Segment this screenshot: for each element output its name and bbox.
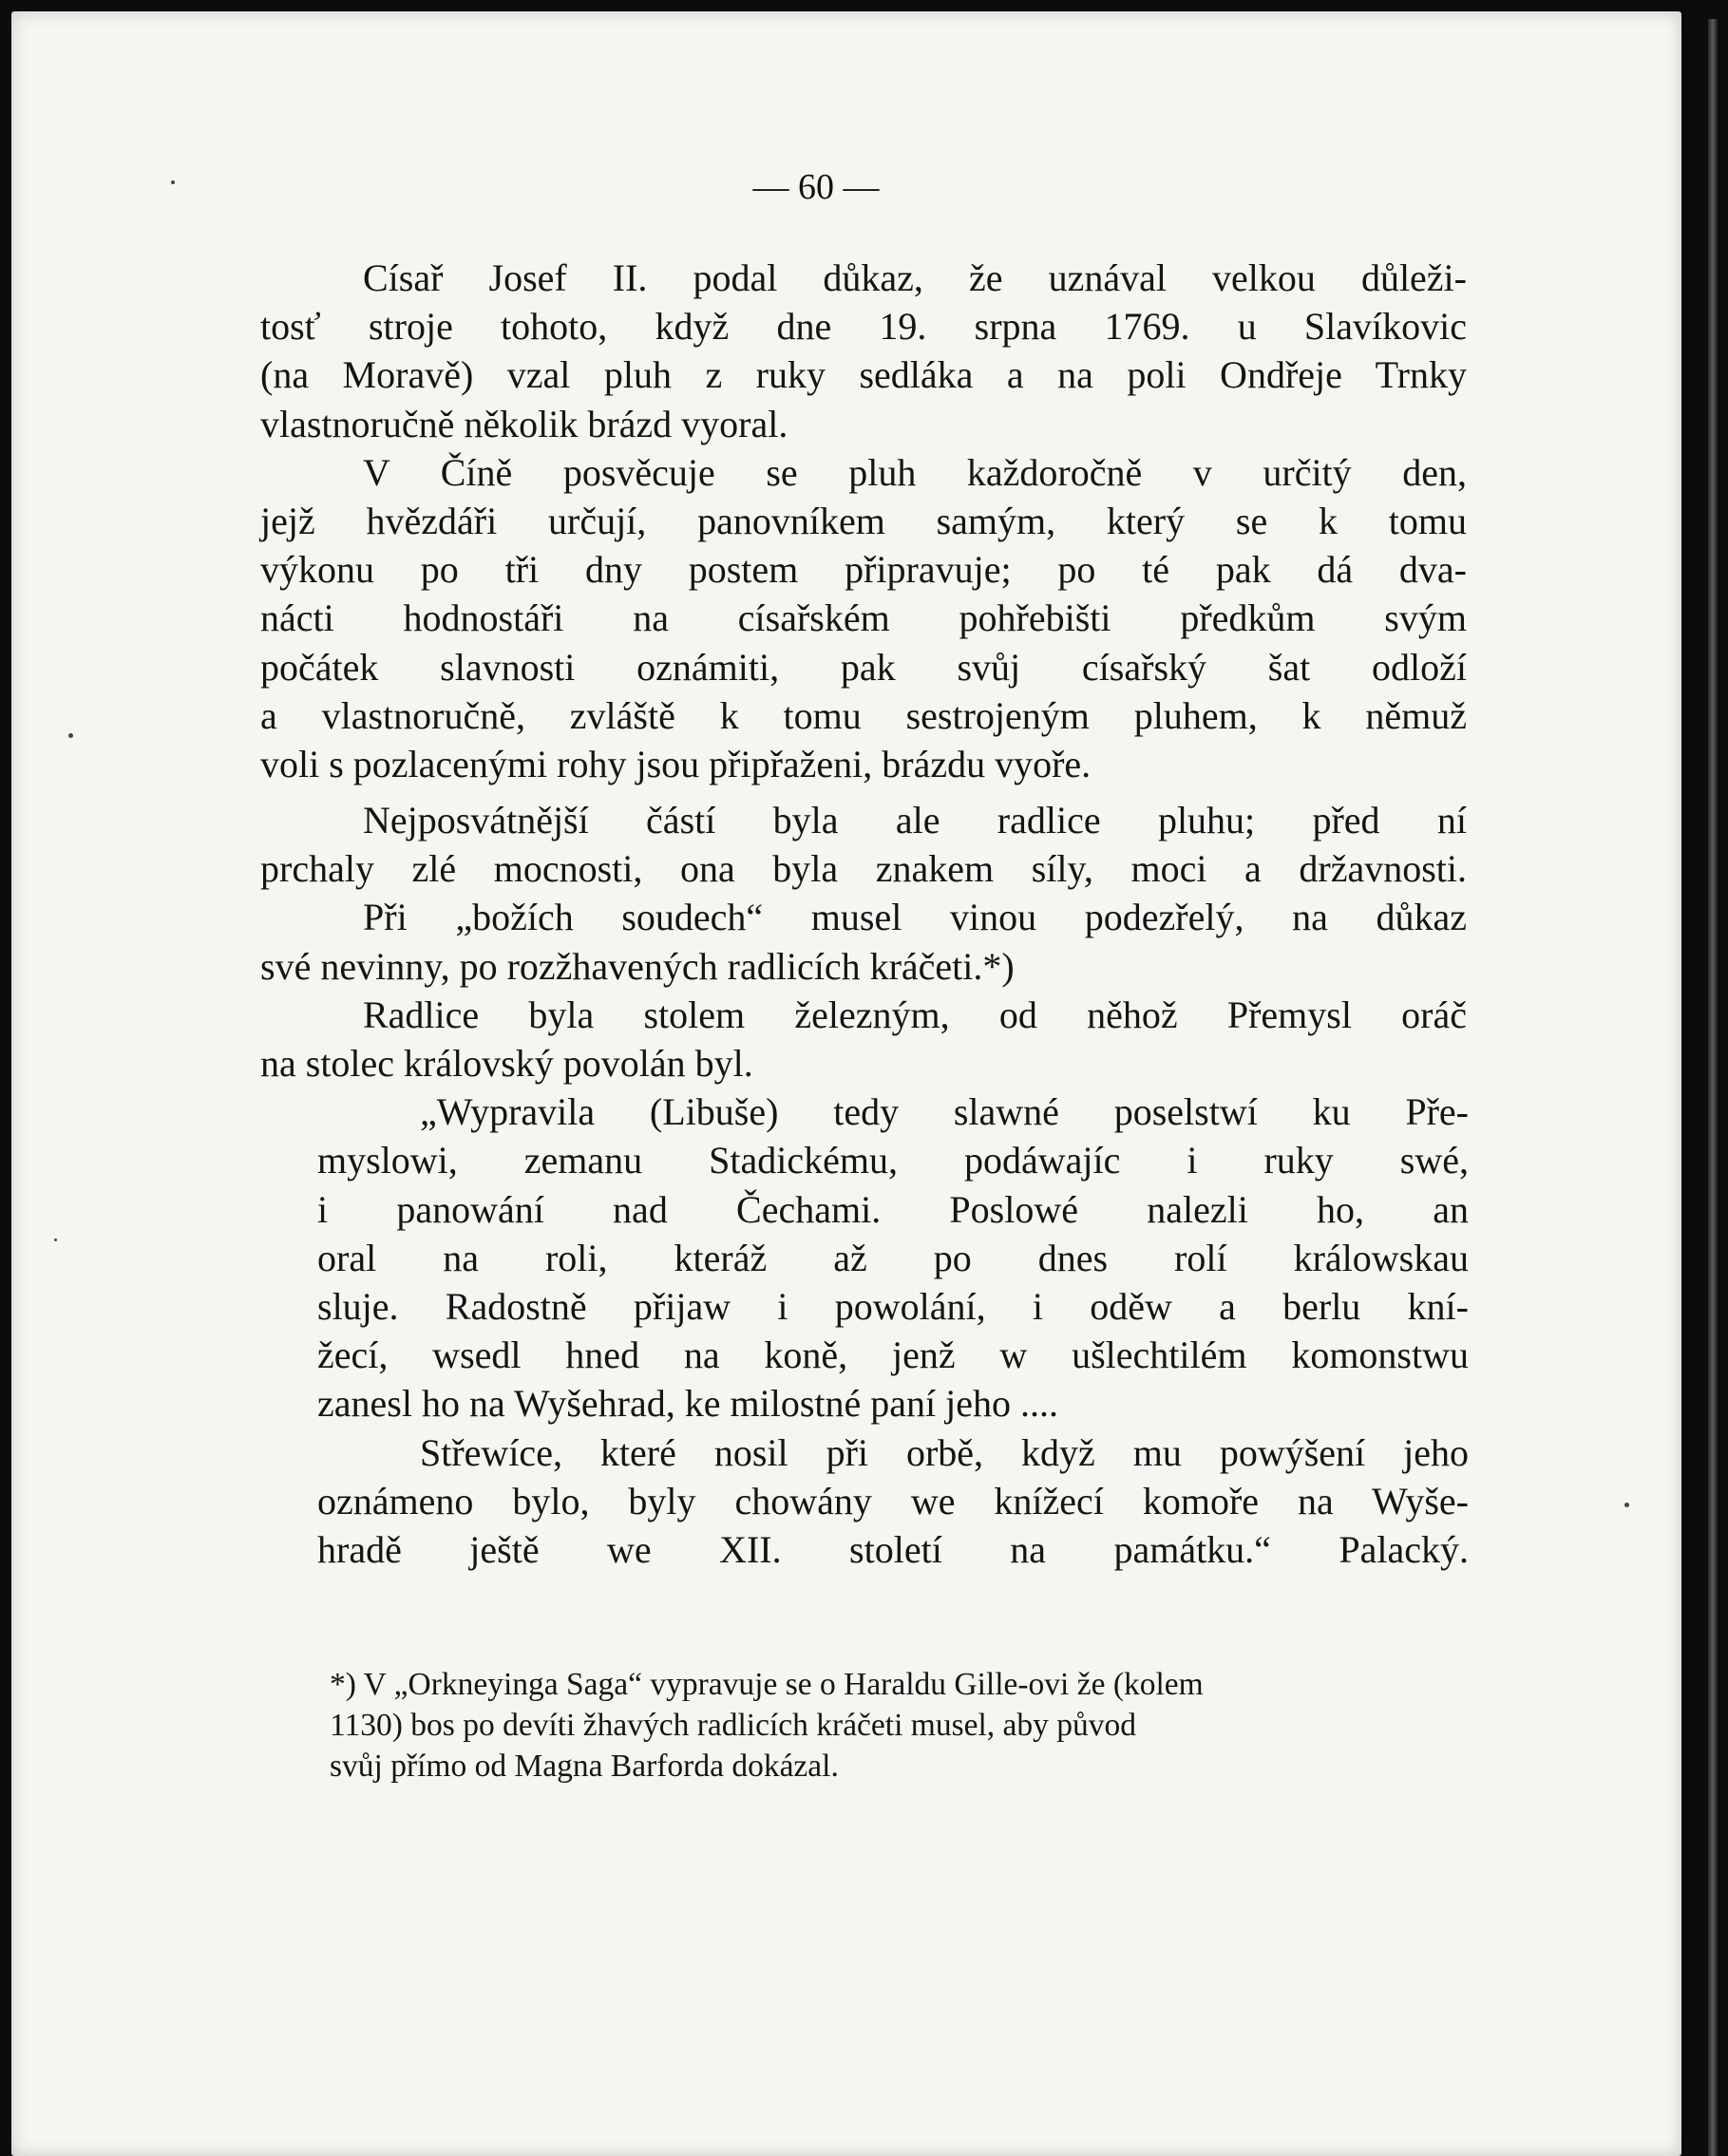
text-line: oral na roli, kteráž až po dnes rolí králowskau [317,1236,1469,1279]
text-line: zanesl ho na Wyšehrad, ke milostné paní jeho .... [317,1382,1058,1426]
text-line: hradě ještě we XII. století na památku.“ Palacký. [317,1527,1469,1571]
text-line: oznámeno bylo, byly chowány we knížecí komoře na Wyše- [317,1479,1469,1522]
text-line: (na Moravě) vzal pluh z ruky sedláka a na poli Ondřeje Trnky [260,353,1467,397]
text-line: Střewíce, které nosil při orbě, když mu powýšení jeho [420,1430,1469,1474]
text-line: myslowi, zemanu Stadickému, podáwajíc i ruky swé, [317,1139,1469,1182]
text-line: vlastnoručně několik brázd vyoral. [260,402,788,445]
body-text [260,254,1467,1574]
text-line: a vlastnoručně, zvláště k tomu sestrojeným pluhem, k němuž [260,693,1467,737]
book-page [11,11,1681,2156]
text-line: Nejposvátnější částí byla ale radlice pluhu; před ní [363,799,1467,842]
print-speck [171,180,175,184]
text-line: své nevinny, po rozžhavených radlicích kráčeti.*) [260,944,1015,988]
print-speck [68,733,73,738]
footnote [330,1664,1434,1787]
footnote-line: *) V „Orkneyinga Saga“ vypravuje se o Haraldu Gille-ovi že (kolem [330,1667,1204,1702]
print-speck [1624,1503,1629,1507]
text-line: voli s pozlacenými rohy jsou připřaženi, brázdu vyoře. [260,742,1092,785]
book-binding-strip [1708,19,1718,2156]
text-line: Císař Josef II. podal důkaz, že uznával velkou důleži- [363,256,1467,299]
footnote-line: svůj přímo od Magna Barforda dokázal. [330,1749,839,1784]
text-line: sluje. Radostně přijaw i powolání, i oděw a berlu kní- [317,1284,1469,1328]
scan-edge [1683,19,1728,2156]
text-line: žecí, wsedl hned na koně, jenž w ušlechtilém komonstwu [317,1333,1469,1377]
paragraph-gap [260,788,1467,796]
quotation-block [317,1087,1469,1574]
text-line: nácti hodnostáři na císařském pohřebišti předkům svým [260,596,1467,640]
main-paragraphs [260,254,1467,1087]
text-line: „Wypravila (Libuše) tedy slawné poselstwí ku Pře- [420,1090,1469,1134]
text-line: jejž hvězdáři určují, panovníkem samým, který se k tomu [260,499,1467,542]
text-line: na stolec královský povolán byl. [260,1042,753,1085]
text-line: prchaly zlé mocnosti, ona byla znakem síly, moci a državnosti. [260,847,1467,891]
footnote-line: 1130) bos po devíti žhavých radlicích kráčeti musel, aby původ [330,1708,1137,1743]
text-line: počátek slavnosti oznámiti, pak svůj císařský šat odloží [260,645,1467,689]
text-line: i panowání nad Čechami. Poslowé nalezli ho, an [317,1187,1469,1231]
text-line: výkonu po tři dny postem připravuje; po té pak dá dva- [260,548,1467,592]
text-line: Radlice byla stolem železným, od něhož Přemysl oráč [363,993,1467,1036]
text-line: Při „božích soudech“ musel vinou podezřelý, na důkaz [363,896,1467,939]
print-speck [54,1239,57,1241]
text-line: V Číně posvěcuje se pluh každoročně v určitý den, [363,450,1467,494]
text-line: tosť stroje tohoto, když dne 19. srpna 1769. u Slavíkovic [260,305,1467,349]
page-number: — 60 — [752,167,880,207]
